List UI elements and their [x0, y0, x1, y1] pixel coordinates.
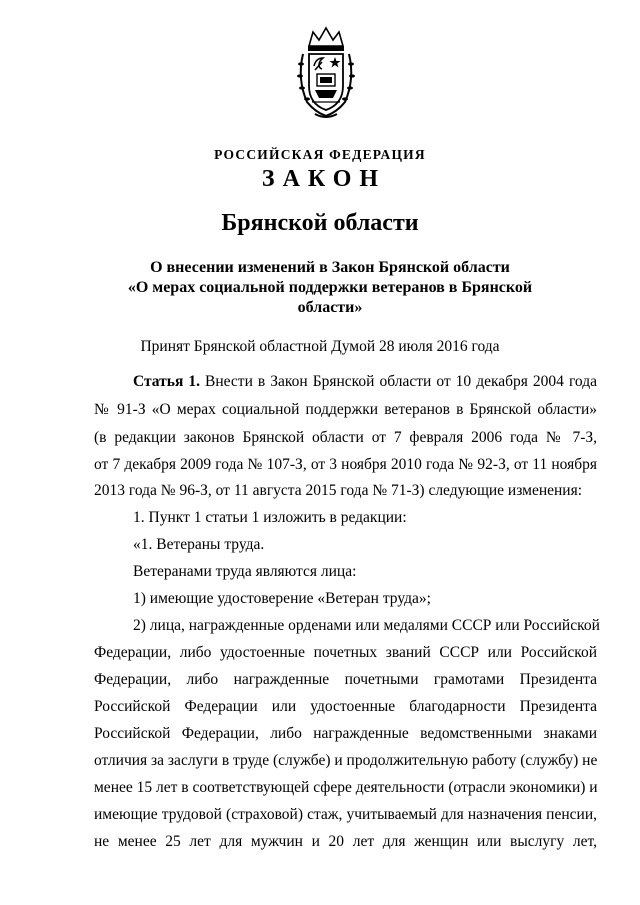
amendment-item: 1) имеющие удостоверение «Ветеран труда»;: [133, 590, 431, 607]
item-2-line: Российской Федерации или удостоенные благодарности Президента: [94, 698, 597, 715]
item-2-line: Федерации, либо удостоенные почетных званий СССР или Российской: [94, 644, 597, 661]
law-title-line: «О мерах социальной поддержки ветеранов в Брянской: [127, 279, 533, 296]
law-title: [90, 258, 570, 318]
article-1-line: 2013 года № 96-З, от 11 августа 2015 года № 71-З) следующие изменения:: [94, 482, 583, 499]
amendment-item: 1. Пункт 1 статьи 1 изложить в редакции:: [133, 509, 407, 526]
article-label: Статья 1.: [133, 373, 200, 390]
article-1-line: № 91-З «О мерах социальной поддержки ветеранов в Брянской области»: [94, 401, 597, 418]
document-type-heading: ЗАКОН: [261, 166, 387, 192]
item-2-first-line: 2) лица, награжденные орденами или медалями СССР или Российской: [133, 617, 600, 634]
adoption-date-line: Принят Брянской областной Думой 28 июля 2016 года: [140, 338, 500, 355]
item-2-line: Российской Федерации, либо награжденные ведомственными знаками: [94, 725, 597, 742]
country-header: РОССИЙСКАЯ ФЕДЕРАЦИЯ: [214, 147, 426, 162]
coat-of-arms-icon: [295, 24, 357, 122]
amendment-item: Ветеранами труда являются лица:: [133, 563, 357, 580]
article-text: Внести в Закон Брянской области от 10 декабря 2004 года: [200, 373, 597, 390]
item-2-line: Федерации, либо награжденные почетными грамотами Президента: [94, 671, 597, 688]
law-title-line: О внесении изменений в Закон Брянской области: [150, 259, 510, 276]
item-2-line: не менее 25 лет для мужчин и 20 лет для женщин или выслугу лет,: [94, 833, 597, 850]
law-title-line: области»: [297, 299, 363, 316]
article-1-line: от 7 декабря 2009 года № 107-З, от 3 ноября 2010 года № 92-З, от 11 ноября: [94, 456, 597, 473]
item-2-line: менее 15 лет в соответствующей сфере деятельности (отрасли экономики) и: [94, 779, 598, 796]
item-2-line: имеющие трудовой (страховой) стаж, учитываемый для назначения пенсии,: [94, 806, 597, 823]
article-1-first-line: [133, 368, 597, 396]
article-1-line: (в редакции законов Брянской области от 7 февраля 2006 года № 7-З,: [94, 429, 597, 446]
item-2-line: отличия за заслуги в труде (службе) и продолжительную работу (службу) не: [94, 752, 598, 769]
region-heading: Брянской области: [221, 210, 419, 236]
amendment-item: «1. Ветераны труда.: [133, 536, 265, 553]
